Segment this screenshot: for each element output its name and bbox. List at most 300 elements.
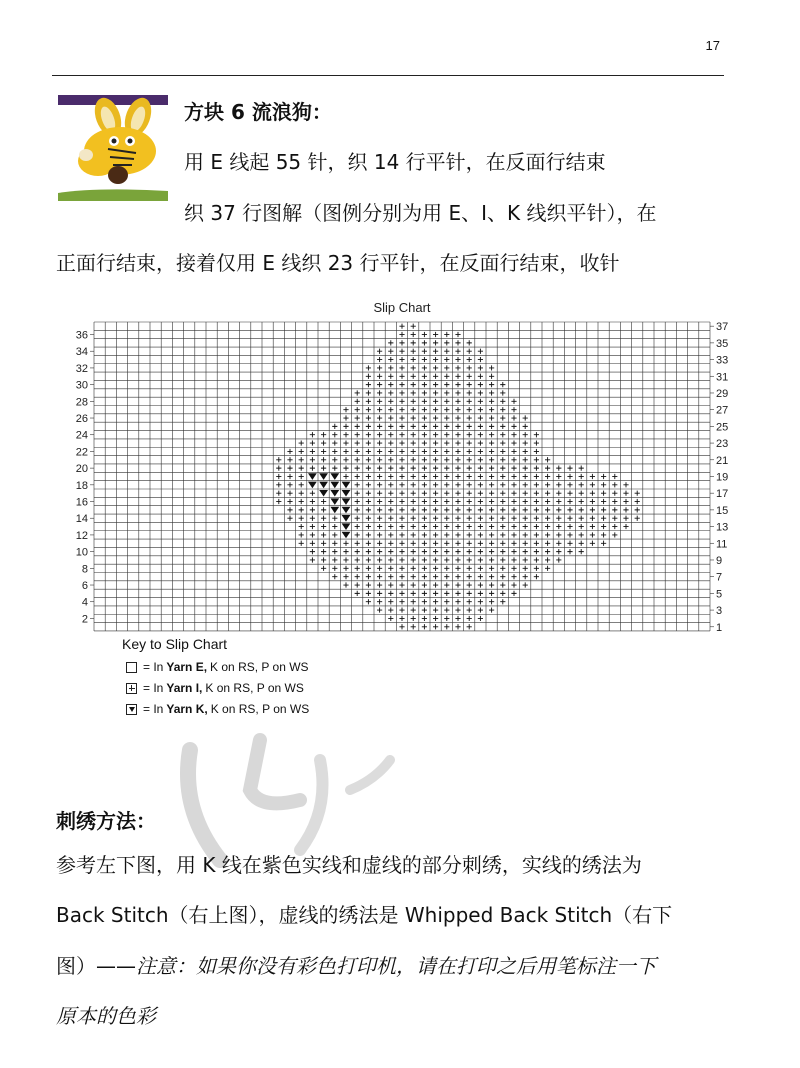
yarn-i-plus bbox=[478, 390, 483, 395]
yarn-i-plus bbox=[411, 324, 416, 329]
yarn-i-plus bbox=[355, 491, 360, 496]
yarn-i-plus bbox=[579, 524, 584, 529]
yarn-i-plus bbox=[455, 624, 460, 629]
yarn-i-plus bbox=[343, 541, 348, 546]
yarn-i-plus bbox=[511, 424, 516, 429]
yarn-i-plus bbox=[276, 482, 281, 487]
yarn-i-plus bbox=[388, 365, 393, 370]
yarn-i-plus bbox=[455, 499, 460, 504]
yarn-i-plus bbox=[489, 457, 494, 462]
yarn-i-plus bbox=[500, 516, 505, 521]
yarn-i-plus bbox=[366, 432, 371, 437]
yarn-i-plus bbox=[523, 415, 528, 420]
yarn-i-plus bbox=[332, 457, 337, 462]
yarn-i-plus bbox=[310, 516, 315, 521]
yarn-i-plus bbox=[399, 332, 404, 337]
yarn-i-plus bbox=[590, 491, 595, 496]
yarn-i-plus bbox=[511, 574, 516, 579]
yarn-i-plus bbox=[444, 624, 449, 629]
yarn-i-plus bbox=[321, 524, 326, 529]
yarn-i-plus bbox=[444, 591, 449, 596]
key-item-yarn-k bbox=[126, 702, 309, 716]
yarn-i-plus bbox=[433, 607, 438, 612]
yarn-i-plus bbox=[444, 390, 449, 395]
yarn-i-plus bbox=[601, 524, 606, 529]
yarn-i-plus bbox=[444, 491, 449, 496]
yarn-i-plus bbox=[556, 541, 561, 546]
row-label: 22 bbox=[75, 446, 88, 459]
yarn-i-plus bbox=[399, 374, 404, 379]
yarn-i-plus bbox=[377, 574, 382, 579]
yarn-i-plus bbox=[590, 507, 595, 512]
yarn-i-plus bbox=[411, 532, 416, 537]
yarn-i-plus bbox=[388, 399, 393, 404]
yarn-i-plus bbox=[399, 449, 404, 454]
yarn-i-plus bbox=[377, 357, 382, 362]
yarn-i-plus bbox=[310, 507, 315, 512]
yarn-i-plus bbox=[489, 557, 494, 562]
yarn-i-plus bbox=[355, 482, 360, 487]
row-label: 30 bbox=[75, 379, 88, 392]
yarn-i-plus bbox=[590, 524, 595, 529]
yarn-i-plus bbox=[455, 415, 460, 420]
yarn-i-plus bbox=[422, 541, 427, 546]
yarn-i-plus bbox=[299, 532, 304, 537]
yarn-i-plus bbox=[478, 449, 483, 454]
yarn-i-plus bbox=[534, 532, 539, 537]
yarn-i-plus bbox=[444, 532, 449, 537]
yarn-i-plus bbox=[601, 541, 606, 546]
yarn-i-plus bbox=[478, 574, 483, 579]
yarn-i-plus bbox=[343, 432, 348, 437]
yarn-i-plus bbox=[411, 607, 416, 612]
yarn-i-plus bbox=[444, 582, 449, 587]
yarn-i-plus bbox=[579, 549, 584, 554]
yarn-i-plus bbox=[366, 574, 371, 579]
instruction-line-2: 织 37 行图解（图例分别为用 E、I、K 线织平针），在 bbox=[184, 201, 657, 225]
row-label: 19 bbox=[716, 471, 729, 484]
yarn-i-plus bbox=[343, 566, 348, 571]
yarn-i-plus bbox=[332, 440, 337, 445]
row-label: 9 bbox=[716, 554, 723, 567]
yarn-i-plus bbox=[444, 482, 449, 487]
yarn-i-plus bbox=[635, 491, 640, 496]
yarn-i-plus bbox=[500, 424, 505, 429]
yarn-i-plus bbox=[511, 591, 516, 596]
yarn-i-plus bbox=[343, 574, 348, 579]
yarn-i-plus bbox=[422, 432, 427, 437]
yarn-i-plus bbox=[433, 432, 438, 437]
yarn-k-triangle bbox=[319, 473, 328, 480]
yarn-i-plus bbox=[500, 415, 505, 420]
row-label: 8 bbox=[81, 563, 88, 576]
yarn-i-plus bbox=[455, 599, 460, 604]
yarn-i-plus bbox=[489, 499, 494, 504]
yarn-i-plus bbox=[433, 415, 438, 420]
yarn-i-plus bbox=[534, 516, 539, 521]
yarn-i-plus bbox=[478, 541, 483, 546]
yarn-i-plus bbox=[489, 591, 494, 596]
yarn-i-plus bbox=[444, 566, 449, 571]
yarn-i-plus bbox=[411, 382, 416, 387]
yarn-i-plus bbox=[523, 482, 528, 487]
yarn-i-plus bbox=[422, 607, 427, 612]
yarn-i-plus bbox=[500, 507, 505, 512]
yarn-i-plus bbox=[601, 482, 606, 487]
yarn-i-plus bbox=[399, 349, 404, 354]
yarn-i-plus bbox=[366, 466, 371, 471]
yarn-i-plus bbox=[411, 524, 416, 529]
yarn-i-plus bbox=[433, 499, 438, 504]
row-label: 33 bbox=[716, 354, 729, 367]
yarn-i-plus bbox=[355, 591, 360, 596]
yarn-i-plus bbox=[455, 549, 460, 554]
yarn-i-plus bbox=[612, 532, 617, 537]
header-divider bbox=[52, 75, 724, 76]
yarn-i-plus bbox=[467, 424, 472, 429]
yarn-i-plus bbox=[478, 491, 483, 496]
yarn-i-plus bbox=[366, 549, 371, 554]
row-label: 16 bbox=[75, 496, 88, 509]
yarn-i-plus bbox=[545, 482, 550, 487]
yarn-i-plus bbox=[422, 624, 427, 629]
yarn-i-plus bbox=[455, 541, 460, 546]
yarn-i-plus bbox=[299, 541, 304, 546]
yarn-i-plus bbox=[467, 466, 472, 471]
yarn-i-plus bbox=[545, 457, 550, 462]
yarn-i-plus bbox=[489, 382, 494, 387]
yarn-i-plus bbox=[399, 557, 404, 562]
yarn-i-plus bbox=[511, 466, 516, 471]
embroidery-line-2: Back Stitch（右上图），虚线的绣法是 Whipped Back Stitch（右下 bbox=[56, 903, 673, 927]
yarn-i-plus bbox=[377, 432, 382, 437]
yarn-i-plus bbox=[433, 616, 438, 621]
yarn-i-plus bbox=[523, 491, 528, 496]
yarn-i-plus bbox=[388, 607, 393, 612]
row-label: 27 bbox=[716, 404, 729, 417]
yarn-i-plus bbox=[399, 466, 404, 471]
yarn-i-plus bbox=[299, 449, 304, 454]
yarn-i-plus bbox=[366, 499, 371, 504]
yarn-i-plus bbox=[467, 566, 472, 571]
yarn-i-plus bbox=[601, 532, 606, 537]
yarn-i-plus bbox=[556, 557, 561, 562]
yarn-i-plus bbox=[377, 466, 382, 471]
yarn-i-plus bbox=[355, 549, 360, 554]
yarn-i-plus bbox=[411, 432, 416, 437]
yarn-i-plus bbox=[511, 582, 516, 587]
yarn-i-plus bbox=[534, 507, 539, 512]
yarn-i-plus bbox=[545, 491, 550, 496]
row-label: 4 bbox=[81, 596, 88, 609]
yarn-i-plus bbox=[310, 532, 315, 537]
yarn-i-plus bbox=[455, 382, 460, 387]
yarn-i-plus bbox=[500, 599, 505, 604]
row-label: 24 bbox=[75, 429, 88, 442]
yarn-i-plus bbox=[388, 482, 393, 487]
yarn-i-plus bbox=[377, 599, 382, 604]
key-prefix: = In bbox=[143, 660, 164, 674]
yarn-i-plus bbox=[343, 415, 348, 420]
yarn-i-plus bbox=[299, 516, 304, 521]
yarn-i-plus bbox=[433, 474, 438, 479]
yarn-i-plus bbox=[500, 482, 505, 487]
yarn-i-plus bbox=[399, 532, 404, 537]
yarn-i-plus bbox=[377, 407, 382, 412]
yarn-i-plus bbox=[579, 507, 584, 512]
yarn-i-plus bbox=[422, 524, 427, 529]
row-label: 32 bbox=[75, 362, 88, 375]
row-label: 1 bbox=[716, 621, 723, 634]
yarn-i-plus bbox=[377, 532, 382, 537]
yarn-i-plus bbox=[299, 499, 304, 504]
yarn-i-plus bbox=[567, 507, 572, 512]
yarn-i-plus bbox=[355, 449, 360, 454]
yarn-i-plus bbox=[366, 415, 371, 420]
row-label: 28 bbox=[75, 396, 88, 409]
yarn-i-plus bbox=[500, 440, 505, 445]
yarn-i-plus bbox=[388, 574, 393, 579]
yarn-i-plus bbox=[355, 424, 360, 429]
yarn-i-plus bbox=[500, 582, 505, 587]
row-label: 7 bbox=[716, 571, 723, 584]
instruction-line-3: 正面行结束，接着仅用 E 线织 23 行平针，在反面行结束，收针 bbox=[56, 251, 620, 275]
yarn-i-plus bbox=[366, 532, 371, 537]
yarn-i-plus bbox=[455, 349, 460, 354]
yarn-i-plus bbox=[276, 474, 281, 479]
yarn-i-plus bbox=[478, 516, 483, 521]
yarn-i-plus bbox=[388, 582, 393, 587]
yarn-i-plus bbox=[422, 507, 427, 512]
yarn-i-plus bbox=[500, 549, 505, 554]
yarn-i-plus bbox=[467, 507, 472, 512]
yarn-i-plus bbox=[444, 449, 449, 454]
yarn-i-plus bbox=[500, 390, 505, 395]
yarn-i-plus bbox=[366, 524, 371, 529]
yarn-k-triangle bbox=[342, 515, 351, 522]
yarn-i-plus bbox=[388, 499, 393, 504]
embroidery-line-3 bbox=[56, 956, 656, 976]
yarn-i-plus bbox=[455, 591, 460, 596]
yarn-i-plus bbox=[388, 390, 393, 395]
yarn-i-plus bbox=[355, 574, 360, 579]
yarn-i-plus bbox=[444, 549, 449, 554]
yarn-i-plus bbox=[444, 432, 449, 437]
yarn-i-plus bbox=[579, 516, 584, 521]
yarn-i-plus bbox=[545, 499, 550, 504]
yarn-i-plus bbox=[455, 474, 460, 479]
yarn-i-plus bbox=[377, 440, 382, 445]
yarn-i-plus bbox=[478, 374, 483, 379]
yarn-i-plus bbox=[343, 440, 348, 445]
yarn-k-triangle bbox=[319, 490, 328, 497]
yarn-i-plus bbox=[444, 399, 449, 404]
yarn-i-plus bbox=[399, 616, 404, 621]
yarn-i-plus bbox=[444, 516, 449, 521]
yarn-i-plus bbox=[444, 507, 449, 512]
yarn-i-plus bbox=[635, 507, 640, 512]
yarn-i-plus bbox=[343, 474, 348, 479]
yarn-i-plus bbox=[467, 374, 472, 379]
row-label: 6 bbox=[81, 580, 88, 593]
yarn-i-plus bbox=[411, 599, 416, 604]
yarn-i-plus bbox=[511, 516, 516, 521]
yarn-i-plus bbox=[388, 599, 393, 604]
row-label: 35 bbox=[716, 337, 729, 350]
yarn-k-triangle bbox=[330, 498, 339, 505]
yarn-i-plus bbox=[411, 516, 416, 521]
yarn-i-plus bbox=[355, 399, 360, 404]
yarn-i-plus bbox=[590, 532, 595, 537]
yarn-i-plus bbox=[534, 432, 539, 437]
yarn-k-triangle bbox=[319, 482, 328, 489]
yarn-i-plus bbox=[321, 557, 326, 562]
yarn-k-triangle bbox=[330, 490, 339, 497]
yarn-i-plus bbox=[366, 591, 371, 596]
yarn-i-plus bbox=[321, 466, 326, 471]
yarn-i-plus bbox=[388, 541, 393, 546]
yarn-i-plus bbox=[422, 599, 427, 604]
yarn-i-plus bbox=[455, 607, 460, 612]
yarn-i-plus bbox=[399, 324, 404, 329]
yarn-i-plus bbox=[612, 491, 617, 496]
yarn-i-plus bbox=[467, 440, 472, 445]
yarn-i-plus bbox=[332, 532, 337, 537]
yarn-i-plus bbox=[556, 549, 561, 554]
yarn-i-plus bbox=[500, 532, 505, 537]
yarn-i-plus bbox=[467, 357, 472, 362]
yarn-i-plus bbox=[556, 516, 561, 521]
yarn-i-plus bbox=[467, 549, 472, 554]
yarn-i-plus bbox=[366, 507, 371, 512]
yarn-i-plus bbox=[511, 557, 516, 562]
yarn-i-plus bbox=[489, 399, 494, 404]
yarn-i-plus bbox=[623, 499, 628, 504]
key-yarn: Yarn E, bbox=[166, 660, 208, 674]
yarn-i-plus bbox=[511, 415, 516, 420]
yarn-i-plus bbox=[623, 524, 628, 529]
yarn-i-plus bbox=[467, 541, 472, 546]
yarn-i-plus bbox=[399, 507, 404, 512]
yarn-i-plus bbox=[355, 457, 360, 462]
embroidery-line-1: 参考左下图，用 K 线在紫色实线和虚线的部分刺绣，实线的绣法为 bbox=[56, 853, 642, 877]
yarn-i-plus bbox=[511, 549, 516, 554]
yarn-i-plus bbox=[411, 557, 416, 562]
yarn-i-plus bbox=[500, 524, 505, 529]
yarn-i-plus bbox=[511, 474, 516, 479]
yarn-i-plus bbox=[411, 582, 416, 587]
yarn-i-plus bbox=[635, 499, 640, 504]
yarn-i-plus bbox=[399, 382, 404, 387]
key-prefix: = In bbox=[143, 702, 164, 716]
yarn-i-plus bbox=[287, 499, 292, 504]
yarn-k-triangle bbox=[342, 532, 351, 539]
yarn-i-plus bbox=[411, 449, 416, 454]
yarn-i-plus bbox=[489, 532, 494, 537]
yarn-i-plus bbox=[411, 474, 416, 479]
row-label: 5 bbox=[716, 588, 723, 601]
yarn-i-plus bbox=[467, 415, 472, 420]
yarn-i-plus bbox=[511, 432, 516, 437]
yarn-i-plus bbox=[567, 524, 572, 529]
yarn-i-plus bbox=[411, 340, 416, 345]
yarn-i-plus bbox=[388, 424, 393, 429]
yarn-i-plus bbox=[377, 365, 382, 370]
yarn-i-plus bbox=[355, 432, 360, 437]
yarn-i-plus bbox=[388, 591, 393, 596]
yarn-i-plus bbox=[310, 541, 315, 546]
yarn-i-plus bbox=[545, 532, 550, 537]
yarn-i-plus bbox=[511, 440, 516, 445]
yarn-i-plus bbox=[411, 591, 416, 596]
stray-dog-picture bbox=[58, 95, 168, 201]
yarn-i-plus bbox=[332, 574, 337, 579]
yarn-i-plus bbox=[422, 499, 427, 504]
yarn-i-plus bbox=[523, 507, 528, 512]
yarn-i-plus bbox=[511, 524, 516, 529]
yarn-i-plus bbox=[545, 466, 550, 471]
yarn-i-plus bbox=[388, 466, 393, 471]
yarn-i-plus bbox=[500, 466, 505, 471]
yarn-i-plus bbox=[478, 532, 483, 537]
yarn-k-triangle bbox=[330, 473, 339, 480]
yarn-i-plus bbox=[444, 374, 449, 379]
yarn-i-plus bbox=[455, 399, 460, 404]
yarn-i-plus bbox=[377, 516, 382, 521]
yarn-k-triangle bbox=[342, 507, 351, 514]
yarn-i-plus bbox=[321, 541, 326, 546]
yarn-i-plus bbox=[422, 457, 427, 462]
yarn-i-plus bbox=[388, 340, 393, 345]
yarn-i-plus bbox=[455, 457, 460, 462]
yarn-i-plus bbox=[433, 332, 438, 337]
yarn-i-plus bbox=[388, 491, 393, 496]
yarn-i-plus bbox=[433, 582, 438, 587]
yarn-i-plus bbox=[366, 365, 371, 370]
yarn-i-plus bbox=[444, 466, 449, 471]
yarn-i-plus bbox=[545, 474, 550, 479]
yarn-i-plus bbox=[433, 382, 438, 387]
yarn-i-plus bbox=[299, 474, 304, 479]
yarn-i-plus bbox=[366, 541, 371, 546]
yarn-i-plus bbox=[433, 374, 438, 379]
yarn-i-plus bbox=[511, 457, 516, 462]
yarn-i-plus bbox=[287, 491, 292, 496]
row-label: 31 bbox=[716, 371, 729, 384]
yarn-i-plus bbox=[366, 449, 371, 454]
yarn-i-plus bbox=[534, 474, 539, 479]
yarn-i-plus bbox=[399, 440, 404, 445]
yarn-i-plus bbox=[444, 607, 449, 612]
yarn-i-plus bbox=[399, 582, 404, 587]
row-label: 2 bbox=[81, 613, 88, 626]
plus-square-icon bbox=[126, 683, 137, 694]
yarn-i-plus bbox=[433, 541, 438, 546]
yarn-i-plus bbox=[467, 616, 472, 621]
yarn-i-plus bbox=[310, 466, 315, 471]
yarn-i-plus bbox=[433, 507, 438, 512]
yarn-i-plus bbox=[399, 524, 404, 529]
yarn-i-plus bbox=[612, 516, 617, 521]
yarn-i-plus bbox=[455, 449, 460, 454]
yarn-i-plus bbox=[455, 332, 460, 337]
yarn-i-plus bbox=[433, 574, 438, 579]
yarn-i-plus bbox=[523, 566, 528, 571]
yarn-i-plus bbox=[366, 382, 371, 387]
yarn-i-plus bbox=[500, 491, 505, 496]
yarn-i-plus bbox=[377, 482, 382, 487]
yarn-i-plus bbox=[444, 332, 449, 337]
